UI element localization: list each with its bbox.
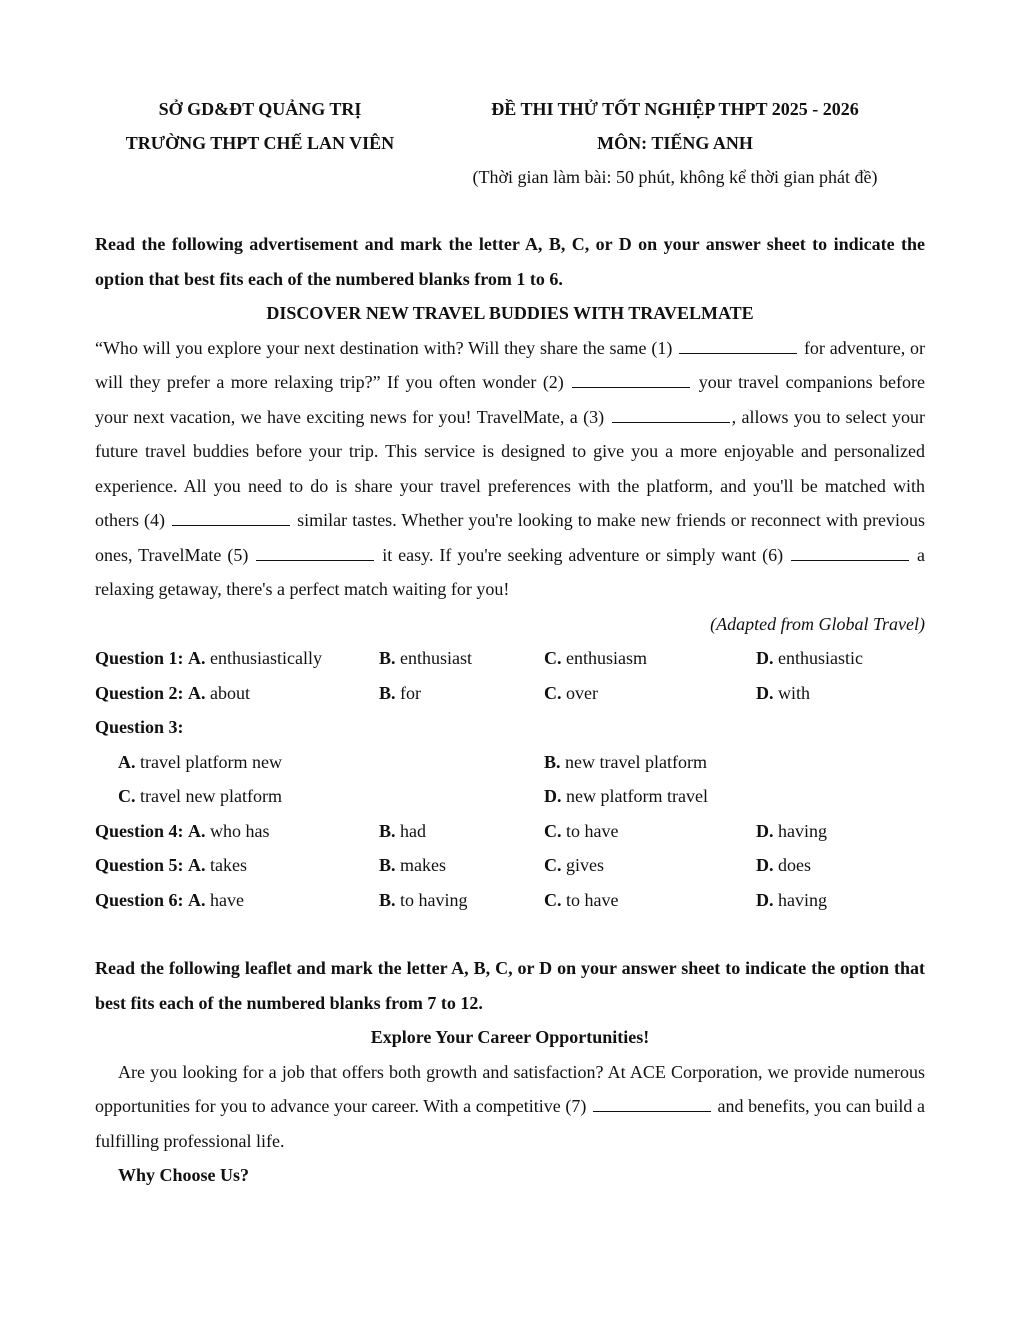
option-d: new platform travel — [566, 786, 708, 806]
leaflet-text-2: and benefits, you can build a fulfilling professional life. — [95, 1096, 926, 1151]
question-row — [95, 641, 925, 676]
question-3-options-row — [95, 745, 925, 780]
question-label: Question 5: — [95, 855, 184, 875]
option-a: travel platform new — [140, 751, 282, 772]
passage-text-1: “Who will you explore your next destination with? Will they share the same (1) — [95, 337, 673, 358]
option-d-cell — [756, 883, 925, 918]
option-letter: D. — [756, 682, 774, 703]
blank-1 — [679, 339, 797, 354]
option-d: having — [778, 820, 827, 841]
option-b: to having — [400, 889, 468, 910]
option-b: makes — [400, 855, 446, 875]
leaflet-paragraph — [95, 1055, 925, 1159]
option-letter: C. — [544, 820, 562, 841]
option-letter: D. — [756, 820, 774, 841]
passage-text-7: a relaxing getaway, there's a perfect match waiting for you! — [95, 544, 925, 599]
option-c: travel new platform — [140, 786, 282, 806]
passage-text-5: similar tastes. Whether you're looking to make new friends or reconnect with previous ones, TravelMate (5) — [95, 510, 926, 565]
option-b-cell — [379, 883, 544, 918]
option-a: takes — [210, 855, 247, 875]
blank-6 — [791, 546, 909, 561]
option-b-cell — [544, 745, 707, 780]
section-spacer — [95, 917, 925, 951]
option-a-cell — [118, 745, 544, 780]
option-letter: A. — [188, 889, 206, 910]
option-c-cell — [544, 848, 756, 883]
section2-instruction: Read the following leaflet and mark the letter A, B, C, or D on your answer sheet to indicate the option that best fits each of the numbered blanks from 7 to 12. — [95, 958, 925, 1013]
option-b-cell — [379, 676, 544, 711]
question-label: Question 3: — [95, 717, 184, 737]
option-d: enthusiastic — [778, 648, 863, 668]
exam-title: ĐỀ THI THỬ TỐT NGHIỆP THPT 2025 - 2026 — [491, 99, 859, 119]
option-c: over — [566, 682, 598, 703]
exam-info — [440, 92, 910, 194]
question-row — [95, 848, 925, 883]
section1-instruction: Read the following advertisement and mark the letter A, B, C, or D on your answer sheet to indicate the option that best fits each of the numbered blanks from 1 to 6. — [95, 234, 925, 289]
option-letter: B. — [379, 889, 396, 910]
option-c-cell — [544, 676, 756, 711]
exam-content — [95, 227, 925, 1193]
option-c-cell — [118, 779, 544, 814]
passage-source: (Adapted from Global Travel) — [710, 613, 925, 634]
option-d-cell — [544, 779, 708, 814]
option-c-cell — [544, 641, 756, 676]
option-c-cell — [544, 883, 756, 918]
option-d: with — [778, 682, 811, 703]
question-6 — [95, 883, 379, 918]
leaflet-subheading: Why Choose Us? — [118, 1165, 250, 1185]
option-b-cell — [379, 641, 544, 676]
option-letter: D. — [756, 648, 774, 668]
option-letter: A. — [188, 682, 206, 703]
advertisement-passage — [95, 331, 925, 607]
question-4 — [95, 814, 379, 849]
question-row — [95, 676, 925, 711]
option-d: does — [778, 855, 811, 875]
question-1 — [95, 641, 379, 676]
option-a: have — [210, 889, 244, 910]
department-name: SỞ GD&ĐT QUẢNG TRỊ — [158, 99, 362, 119]
option-letter: B. — [544, 751, 561, 772]
blank-7 — [593, 1097, 711, 1112]
option-letter: B. — [379, 855, 396, 875]
option-letter: A. — [188, 855, 206, 875]
option-letter: D. — [756, 855, 774, 875]
question-3-options-row — [95, 779, 925, 814]
passage-text-2: for adventure, or will they prefer a more relaxing trip?” If you often wonder (2) — [95, 337, 926, 392]
school-info — [95, 92, 425, 160]
option-c-cell — [544, 814, 756, 849]
option-c: to have — [566, 820, 619, 841]
option-letter: C. — [544, 648, 562, 668]
question-5 — [95, 848, 379, 883]
option-letter: A. — [188, 648, 206, 668]
option-letter: C. — [118, 786, 136, 806]
option-letter: C. — [544, 855, 562, 875]
option-c: enthusiasm — [566, 648, 647, 668]
question-label: Question 2: — [95, 682, 184, 703]
option-a: enthusiastically — [210, 648, 322, 668]
school-name: TRƯỜNG THPT CHẾ LAN VIÊN — [125, 133, 395, 153]
passage-text-4: , allows you to select your future travel buddies before your trip. This service is designed to give you a more enjoyable and personalized experience. All you need to do is share your travel preferences with the platform, and you'll be matched with others (4) — [95, 406, 926, 530]
option-d-cell — [756, 676, 925, 711]
blank-4 — [172, 511, 290, 526]
option-c: gives — [566, 855, 604, 875]
option-b: enthusiast — [400, 648, 473, 668]
question-2 — [95, 676, 379, 711]
option-d: having — [778, 889, 827, 910]
option-b: new travel platform — [565, 751, 707, 772]
leaflet-text-1: Are you looking for a job that offers both growth and satisfaction? At ACE Corporation, we provide numerous opportunities for you to advance your career. With a competitive (7) — [95, 1061, 925, 1116]
option-b: had — [400, 820, 427, 841]
blank-2 — [572, 373, 690, 388]
option-letter: A. — [118, 751, 136, 772]
question-row — [95, 814, 925, 849]
blank-3 — [612, 408, 730, 423]
option-letter: B. — [379, 682, 396, 703]
option-letter: D. — [544, 786, 562, 806]
option-d-cell — [756, 848, 925, 883]
option-d-cell — [756, 641, 925, 676]
question-label: Question 1: — [95, 648, 184, 668]
option-letter: B. — [379, 648, 396, 668]
question-label: Question 4: — [95, 820, 184, 841]
question-3 — [95, 710, 925, 745]
question-label: Question 6: — [95, 889, 184, 910]
option-b: for — [400, 682, 422, 703]
option-b-cell — [379, 814, 544, 849]
option-d-cell — [756, 814, 925, 849]
blank-5 — [256, 546, 374, 561]
option-b-cell — [379, 848, 544, 883]
exam-subject: MÔN: TIẾNG ANH — [597, 133, 753, 153]
option-letter: B. — [379, 820, 396, 841]
option-a: who has — [210, 820, 270, 841]
section1-title: DISCOVER NEW TRAVEL BUDDIES WITH TRAVELMATE — [266, 303, 754, 323]
passage-text-3: your travel companions before your next vacation, we have exciting news for you! TravelMate, a (3) — [95, 372, 925, 427]
option-a: about — [210, 682, 251, 703]
question-row — [95, 883, 925, 918]
option-c: to have — [566, 889, 619, 910]
option-letter: C. — [544, 889, 562, 910]
option-letter: A. — [188, 820, 206, 841]
option-letter: C. — [544, 682, 562, 703]
passage-text-6: it easy. If you're seeking adventure or simply want (6) — [382, 544, 784, 565]
exam-duration: (Thời gian làm bài: 50 phút, không kể thời gian phát đề) — [472, 167, 878, 187]
section2-title: Explore Your Career Opportunities! — [370, 1027, 650, 1047]
option-letter: D. — [756, 889, 774, 910]
